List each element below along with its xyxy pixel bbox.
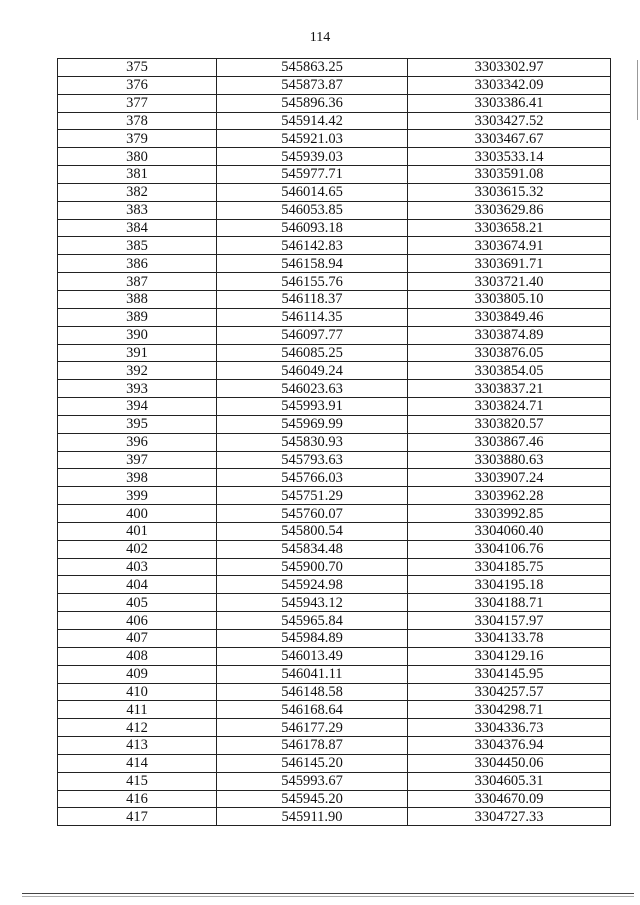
point-number-cell: 393	[58, 380, 217, 398]
x-coordinate-cell: 545911.90	[217, 808, 408, 826]
x-coordinate-cell: 545924.98	[217, 576, 408, 594]
y-coordinate-cell: 3304195.18	[408, 576, 611, 594]
x-coordinate-cell: 545939.03	[217, 148, 408, 166]
table-row	[58, 737, 611, 755]
y-coordinate-cell: 3303591.08	[408, 166, 611, 184]
table-row	[58, 594, 611, 612]
x-coordinate-cell: 545800.54	[217, 522, 408, 540]
y-coordinate-cell: 3303874.89	[408, 326, 611, 344]
x-coordinate-cell: 545900.70	[217, 558, 408, 576]
table-row	[58, 612, 611, 630]
table-row	[58, 237, 611, 255]
point-number-cell: 399	[58, 487, 217, 505]
point-number-cell: 389	[58, 308, 217, 326]
point-number-cell: 416	[58, 790, 217, 808]
y-coordinate-cell: 3303658.21	[408, 219, 611, 237]
scan-edge-line	[637, 60, 638, 120]
point-number-cell: 377	[58, 94, 217, 112]
table-row	[58, 112, 611, 130]
y-coordinate-cell: 3304450.06	[408, 754, 611, 772]
table-row	[58, 540, 611, 558]
x-coordinate-cell: 546041.11	[217, 665, 408, 683]
y-coordinate-cell: 3304188.71	[408, 594, 611, 612]
point-number-cell: 412	[58, 719, 217, 737]
x-coordinate-cell: 546053.85	[217, 201, 408, 219]
x-coordinate-cell: 546155.76	[217, 273, 408, 291]
point-number-cell: 390	[58, 326, 217, 344]
x-coordinate-cell: 546023.63	[217, 380, 408, 398]
y-coordinate-cell: 3303427.52	[408, 112, 611, 130]
coordinate-table-body	[58, 59, 611, 826]
point-number-cell: 392	[58, 362, 217, 380]
y-coordinate-cell: 3303615.32	[408, 183, 611, 201]
point-number-cell: 375	[58, 59, 217, 77]
x-coordinate-cell: 546049.24	[217, 362, 408, 380]
x-coordinate-cell: 545943.12	[217, 594, 408, 612]
y-coordinate-cell: 3304185.75	[408, 558, 611, 576]
x-coordinate-cell: 545896.36	[217, 94, 408, 112]
x-coordinate-cell: 546158.94	[217, 255, 408, 273]
page-bottom-rule	[22, 893, 634, 894]
y-coordinate-cell: 3304129.16	[408, 647, 611, 665]
y-coordinate-cell: 3304106.76	[408, 540, 611, 558]
x-coordinate-cell: 545873.87	[217, 76, 408, 94]
table-row	[58, 665, 611, 683]
table-row	[58, 415, 611, 433]
table-row	[58, 326, 611, 344]
point-number-cell: 384	[58, 219, 217, 237]
point-number-cell: 403	[58, 558, 217, 576]
x-coordinate-cell: 545793.63	[217, 451, 408, 469]
y-coordinate-cell: 3303721.40	[408, 273, 611, 291]
y-coordinate-cell: 3304605.31	[408, 772, 611, 790]
x-coordinate-cell: 545984.89	[217, 630, 408, 648]
table-row	[58, 183, 611, 201]
table-row	[58, 130, 611, 148]
y-coordinate-cell: 3304257.57	[408, 683, 611, 701]
table-row	[58, 808, 611, 826]
x-coordinate-cell: 545965.84	[217, 612, 408, 630]
point-number-cell: 383	[58, 201, 217, 219]
table-row	[58, 558, 611, 576]
table-row	[58, 701, 611, 719]
x-coordinate-cell: 545977.71	[217, 166, 408, 184]
y-coordinate-cell: 3304298.71	[408, 701, 611, 719]
point-number-cell: 380	[58, 148, 217, 166]
y-coordinate-cell: 3304376.94	[408, 737, 611, 755]
x-coordinate-cell: 545760.07	[217, 505, 408, 523]
table-row	[58, 59, 611, 77]
y-coordinate-cell: 3304145.95	[408, 665, 611, 683]
point-number-cell: 394	[58, 398, 217, 416]
point-number-cell: 409	[58, 665, 217, 683]
y-coordinate-cell: 3303962.28	[408, 487, 611, 505]
y-coordinate-cell: 3303837.21	[408, 380, 611, 398]
x-coordinate-cell: 545921.03	[217, 130, 408, 148]
table-row	[58, 719, 611, 737]
x-coordinate-cell: 545751.29	[217, 487, 408, 505]
x-coordinate-cell: 545914.42	[217, 112, 408, 130]
point-number-cell: 378	[58, 112, 217, 130]
y-coordinate-cell: 3303880.63	[408, 451, 611, 469]
y-coordinate-cell: 3304670.09	[408, 790, 611, 808]
table-row	[58, 148, 611, 166]
y-coordinate-cell: 3303533.14	[408, 148, 611, 166]
point-number-cell: 395	[58, 415, 217, 433]
y-coordinate-cell: 3304133.78	[408, 630, 611, 648]
point-number-cell: 400	[58, 505, 217, 523]
y-coordinate-cell: 3303824.71	[408, 398, 611, 416]
y-coordinate-cell: 3303820.57	[408, 415, 611, 433]
x-coordinate-cell: 546114.35	[217, 308, 408, 326]
x-coordinate-cell: 546118.37	[217, 290, 408, 308]
x-coordinate-cell: 546093.18	[217, 219, 408, 237]
x-coordinate-cell: 545830.93	[217, 433, 408, 451]
x-coordinate-cell: 545766.03	[217, 469, 408, 487]
table-row	[58, 647, 611, 665]
point-number-cell: 414	[58, 754, 217, 772]
x-coordinate-cell: 546178.87	[217, 737, 408, 755]
point-number-cell: 386	[58, 255, 217, 273]
point-number-cell: 411	[58, 701, 217, 719]
table-row	[58, 380, 611, 398]
table-row	[58, 451, 611, 469]
page-number: 114	[309, 30, 331, 45]
y-coordinate-cell: 3303342.09	[408, 76, 611, 94]
y-coordinate-cell: 3304157.97	[408, 612, 611, 630]
point-number-cell: 382	[58, 183, 217, 201]
table-row	[58, 522, 611, 540]
table-row	[58, 433, 611, 451]
x-coordinate-cell: 545863.25	[217, 59, 408, 77]
point-number-cell: 408	[58, 647, 217, 665]
x-coordinate-cell: 546148.58	[217, 683, 408, 701]
x-coordinate-cell: 546014.65	[217, 183, 408, 201]
y-coordinate-cell: 3303992.85	[408, 505, 611, 523]
x-coordinate-cell: 546168.64	[217, 701, 408, 719]
y-coordinate-cell: 3303386.41	[408, 94, 611, 112]
table-row	[58, 469, 611, 487]
table-row	[58, 505, 611, 523]
table-row	[58, 255, 611, 273]
y-coordinate-cell: 3304336.73	[408, 719, 611, 737]
table-row	[58, 308, 611, 326]
point-number-cell: 376	[58, 76, 217, 94]
y-coordinate-cell: 3303867.46	[408, 433, 611, 451]
y-coordinate-cell: 3303467.67	[408, 130, 611, 148]
table-row	[58, 398, 611, 416]
table-row	[58, 76, 611, 94]
y-coordinate-cell: 3304060.40	[408, 522, 611, 540]
table-row	[58, 201, 611, 219]
x-coordinate-cell: 545834.48	[217, 540, 408, 558]
y-coordinate-cell: 3303876.05	[408, 344, 611, 362]
table-row	[58, 630, 611, 648]
point-number-cell: 385	[58, 237, 217, 255]
table-row	[58, 94, 611, 112]
point-number-cell: 417	[58, 808, 217, 826]
x-coordinate-cell: 546013.49	[217, 647, 408, 665]
table-row	[58, 362, 611, 380]
point-number-cell: 391	[58, 344, 217, 362]
point-number-cell: 407	[58, 630, 217, 648]
x-coordinate-cell: 546177.29	[217, 719, 408, 737]
point-number-cell: 387	[58, 273, 217, 291]
y-coordinate-cell: 3303674.91	[408, 237, 611, 255]
table-row	[58, 754, 611, 772]
y-coordinate-cell: 3303849.46	[408, 308, 611, 326]
x-coordinate-cell: 545969.99	[217, 415, 408, 433]
y-coordinate-cell: 3304727.33	[408, 808, 611, 826]
point-number-cell: 405	[58, 594, 217, 612]
y-coordinate-cell: 3303805.10	[408, 290, 611, 308]
point-number-cell: 396	[58, 433, 217, 451]
table-row	[58, 487, 611, 505]
y-coordinate-cell: 3303629.86	[408, 201, 611, 219]
table-row	[58, 683, 611, 701]
y-coordinate-cell: 3303691.71	[408, 255, 611, 273]
point-number-cell: 379	[58, 130, 217, 148]
table-row	[58, 166, 611, 184]
x-coordinate-cell: 546085.25	[217, 344, 408, 362]
page-bottom-rule-shadow	[22, 896, 634, 897]
y-coordinate-cell: 3303854.05	[408, 362, 611, 380]
table-row	[58, 344, 611, 362]
x-coordinate-cell: 546142.83	[217, 237, 408, 255]
table-row	[58, 772, 611, 790]
point-number-cell: 402	[58, 540, 217, 558]
x-coordinate-cell: 545945.20	[217, 790, 408, 808]
point-number-cell: 404	[58, 576, 217, 594]
point-number-cell: 398	[58, 469, 217, 487]
x-coordinate-cell: 546097.77	[217, 326, 408, 344]
coordinate-table	[57, 58, 611, 826]
x-coordinate-cell: 545993.67	[217, 772, 408, 790]
point-number-cell: 415	[58, 772, 217, 790]
table-row	[58, 273, 611, 291]
x-coordinate-cell: 545993.91	[217, 398, 408, 416]
point-number-cell: 388	[58, 290, 217, 308]
y-coordinate-cell: 3303907.24	[408, 469, 611, 487]
table-row	[58, 219, 611, 237]
y-coordinate-cell: 3303302.97	[408, 59, 611, 77]
point-number-cell: 406	[58, 612, 217, 630]
point-number-cell: 410	[58, 683, 217, 701]
point-number-cell: 397	[58, 451, 217, 469]
x-coordinate-cell: 546145.20	[217, 754, 408, 772]
table-row	[58, 790, 611, 808]
point-number-cell: 401	[58, 522, 217, 540]
point-number-cell: 381	[58, 166, 217, 184]
table-row	[58, 576, 611, 594]
table-row	[58, 290, 611, 308]
point-number-cell: 413	[58, 737, 217, 755]
